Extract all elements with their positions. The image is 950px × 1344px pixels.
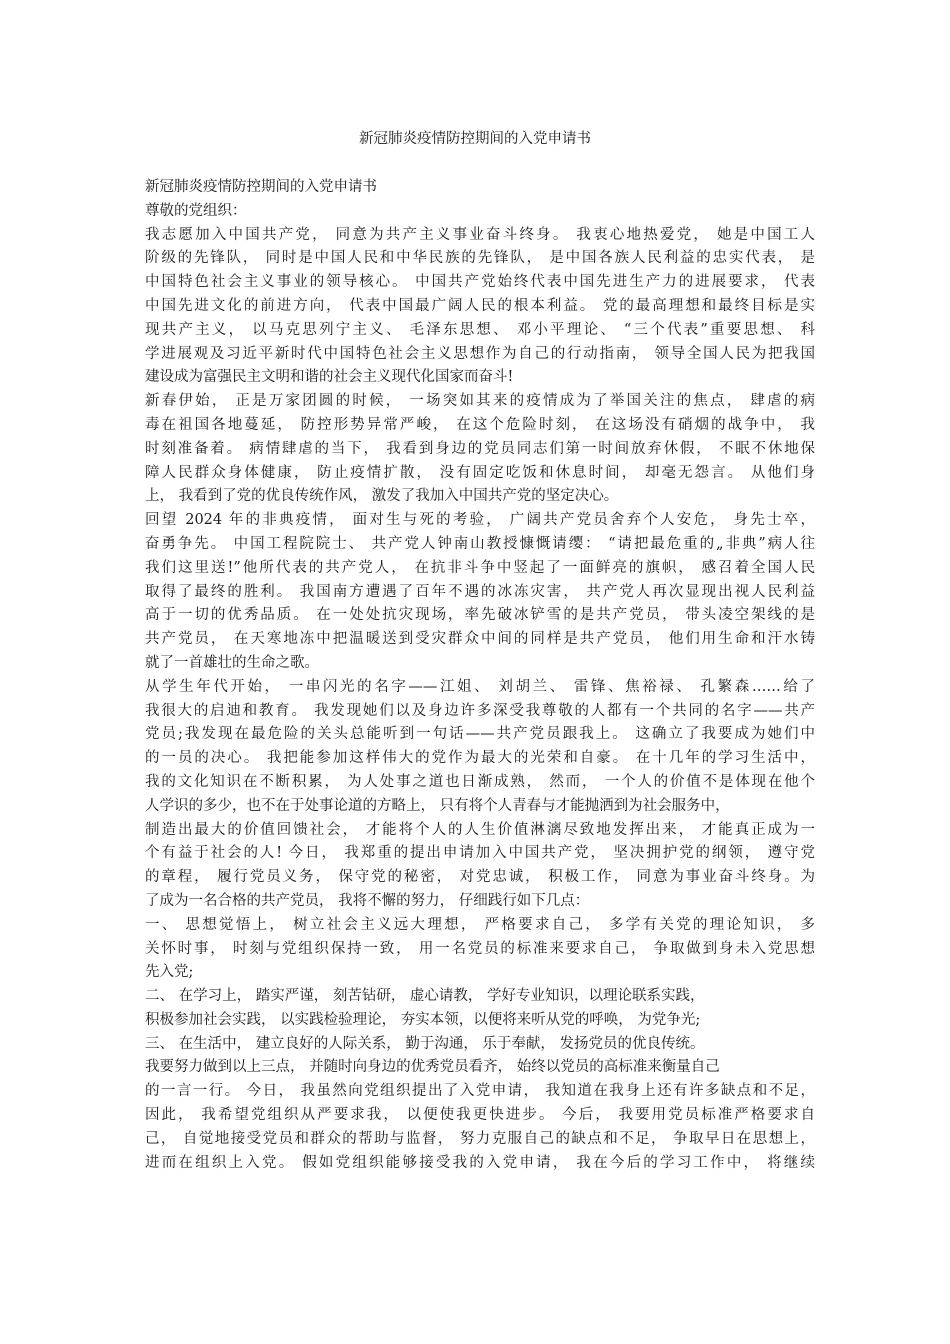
document-line: 进而在组织上入党。 假如党组织能够接受我的入党申请， 我在今后的学习工作中， 将继续 (145, 1154, 815, 1171)
document-line: 共产党员， 在天寒地冻中把温暖送到受灾群众中间的同样是共产党员， 他们用生命和汗水铸 (145, 631, 815, 648)
document-line: 从学生年代开始， 一串闪光的名字——江姐、 刘胡兰、 雷锋、焦裕禄、 孔繁森……给了 (145, 678, 815, 695)
document-line: 时刻准备着。 病情肆虐的当下， 我看到身边的党员同志们第一时间放弃休假， 不眠不休地保 (145, 440, 815, 457)
document-line: 三、 在生活中， 建立良好的人际关系， 勤于沟通， 乐于奉献， 发扬党员的优良传统。 (145, 1035, 705, 1052)
document-line: 新春伊始， 正是万家团圆的时候， 一场突如其来的疫情成为了举国关注的焦点， 肆虐的病 (145, 393, 815, 410)
document-line: 学进展观及习近平新时代中国特色社会主义思想作为自己的行动指南， 领导全国人民为把我国 (145, 345, 815, 362)
document-body (145, 176, 815, 1175)
document-line: 我要努力做到以上三点， 并随时向身边的优秀党员看齐， 始终以党员的高标准来衡量自己 (145, 1059, 720, 1076)
document-line: 中国先进文化的前进方向， 代表中国最广阔人民的根本利益。 党的最高理想和最终目标是实 (145, 297, 815, 314)
document-line: 建设成为富强民主文明和谐的社会主义现代化国家而奋斗! (145, 369, 514, 386)
document-line: 阶级的先锋队， 同时是中国人民和中华民族的先锋队， 是中国各族人民利益的忠实代表， 是 (145, 250, 815, 267)
document-line: 我很大的启迪和教育。 我发现她们以及身边许多深受我尊敬的人都有一个共同的名字——共产 (145, 702, 815, 719)
document-line: 个有益于社会的人! 今日， 我郑重的提出申请加入中国共产党， 坚决拥护党的纲领， 遵守党 (145, 845, 815, 862)
document-line: 的一言一行。 今日， 我虽然向党组织提出了入党申请， 我知道在我身上还有许多缺点和不足， (145, 1083, 815, 1100)
document-line: 奋勇争先。 中国工程院院士、 共产党人钟南山教授慷慨请缨： “请把最危重的„非典”病人往 (145, 535, 815, 552)
document-line: 回望 2024 年的非典疫情， 面对生与死的考验， 广阔共产党员舍弃个人安危， 身先士卒， (145, 512, 815, 529)
document-line: 制造出最大的价值回馈社会， 才能将个人的人生价值淋漓尽致地发挥出来， 才能真正成为一 (145, 821, 815, 838)
document-line: 人学识的多少，也不在于处事论道的方略上， 只有将个人青春与才能抛洒到为社会服务中， (145, 797, 730, 814)
document-line: 高于一切的优秀品质。 在一处处抗灾现场，率先破冰铲雪的是共产党员， 带头凌空架线的是 (145, 607, 815, 624)
document-line: 己， 自觉地接受党员和群众的帮助与监督， 努力克服自己的缺点和不足， 争取早日在思想上， (145, 1130, 815, 1147)
document-line: 现共产主义， 以马克思列宁主义、 毛泽东思想、 邓小平理论、 “三个代表”重要思想、 科 (145, 321, 815, 338)
document-line: 了成为一名合格的共产党员， 我将不懈的努力， 仔细践行如下几点： (145, 892, 590, 909)
document-line: 毒在祖国各地蔓延， 防控形势异常严峻， 在这个危险时刻， 在这场没有硝烟的战争中， 我 (145, 416, 815, 433)
document-line: 我志愿加入中国共产党， 同意为共产主义事业奋斗终身。 我衷心地热爱党， 她是中国工人 (145, 226, 815, 243)
document-line: 新冠肺炎疫情防控期间的入党申请书 (145, 179, 377, 195)
document-line: 先入党; (145, 964, 194, 981)
document-line: 一、 思想觉悟上， 树立社会主义远大理想， 严格要求自己， 多学有关党的理论知识， 多 (145, 916, 815, 933)
document-line: 的一员的决心。 我把能参加这样伟大的党作为最大的光荣和自豪。 在十几年的学习生活中， (145, 750, 815, 767)
document-title: 新冠肺炎疫情防控期间的入党申请书 (359, 131, 591, 147)
document-line: 障人民群众身体健康， 防止疫情扩散， 没有固定吃饭和休息时间， 却毫无怨言。 从他们身 (145, 464, 815, 481)
document-line: 尊敬的党组织： (145, 202, 247, 219)
document-line: 的章程， 履行党员义务， 保守党的秘密， 对党忠诚， 积极工作， 同意为事业奋斗终身。为 (145, 869, 815, 886)
document-line: 就了一首雄壮的生命之歌。 (145, 654, 319, 671)
document-line: 因此， 我希望党组织从严要求我， 以便使我更快进步。 今后， 我要用党员标准严格要求自 (145, 1107, 815, 1124)
document-line: 党员;我发现在最危险的关头总能听到一句话——共产党员跟我上。 这确立了我要成为她们中 (145, 726, 815, 743)
document-line: 积极参加社会实践， 以实践检验理论， 夯实本领，以便将来听从党的呼唤， 为党争光; (145, 1011, 701, 1028)
document-line: 取得了最终的胜利。 我国南方遭遇了百年不遇的冰冻灾害， 共产党人再次显现出视人民利益 (145, 583, 815, 600)
document-line: 二、 在学习上， 踏实严谨， 刻苦钻研， 虚心请教， 学好专业知识，以理论联系实践， (145, 988, 705, 1005)
document-line: 中国特色社会主义事业的领导核心。 中国共产党始终代表中国先进生产力的进展要求， 代表 (145, 274, 815, 291)
document-line: 我的文化知识在不断积累， 为人处事之道也日渐成熟， 然而， 一个人的价值不是体现在他个 (145, 773, 815, 790)
document-line: 上， 我看到了党的优良传统作风， 激发了我加入中国共产党的坚定决心。 (145, 488, 619, 505)
document-line: 关怀时事， 时刻与党组织保持一致， 用一名党员的标准来要求自己， 争取做到身未入党思想 (145, 940, 815, 957)
document-line: 我们这里送!”他所代表的共产党人， 在抗非斗争中竖起了一面鲜亮的旗帜， 感召着全国人民 (145, 559, 815, 576)
